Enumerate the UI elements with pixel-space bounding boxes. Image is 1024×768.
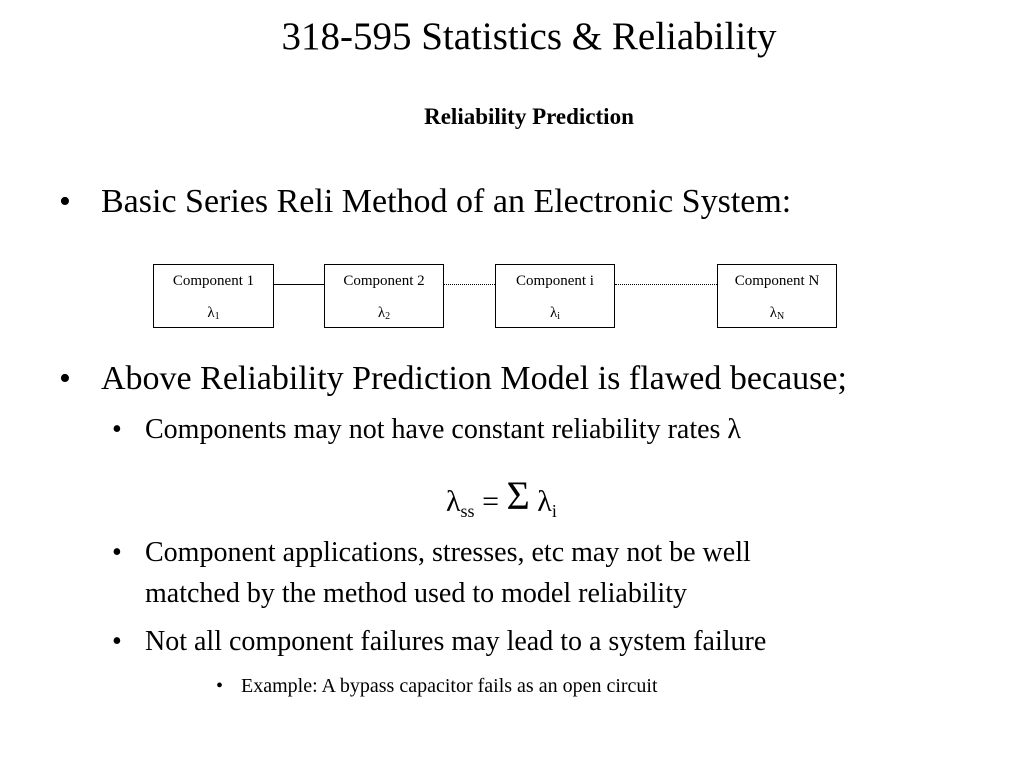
component-box-2 xyxy=(324,264,444,328)
component-box-1 xyxy=(153,264,274,328)
formula-lhs: λ xyxy=(446,485,461,518)
component-rate: $\lambda_N$ xyxy=(769,305,785,322)
component-box-n xyxy=(717,264,837,328)
component-name: Component 2 xyxy=(343,273,425,289)
sum-of-rates-formula xyxy=(446,474,557,533)
component-name: Component N xyxy=(734,273,820,289)
component-name: Component i xyxy=(516,273,594,289)
bullet-dot: • xyxy=(216,675,224,697)
formula-lhs-subscript: ss xyxy=(460,501,475,521)
bullet-text: Component applications, stresses, etc may not be well xyxy=(145,537,751,568)
bullet-text: Not all component failures may lead to a system failure xyxy=(145,626,767,657)
bullet-dot: • xyxy=(112,414,122,445)
bullet-text: Above Reliability Prediction Model is flawed because; xyxy=(101,360,847,397)
connector-solid xyxy=(274,284,324,285)
bullet-text: Example: A bypass capacitor fails as an open circuit xyxy=(241,675,658,697)
component-rate: $\lambda_1$ xyxy=(207,305,220,322)
bullet-text: Basic Series Reli Method of an Electronic System: xyxy=(101,183,792,220)
bullet-dot: • xyxy=(59,360,71,397)
slide-subtitle: Reliability Prediction xyxy=(424,104,634,129)
formula-rhs: λ xyxy=(537,485,552,518)
component-name: Component 1 xyxy=(172,273,255,289)
component-rate: $\lambda_2$ xyxy=(377,305,391,322)
formula-equals: = xyxy=(482,485,499,518)
component-rate: $\lambda_i$ xyxy=(549,305,561,322)
bullet-dot: • xyxy=(112,626,122,657)
component-box-i xyxy=(495,264,615,328)
connector-dotted xyxy=(615,284,717,285)
bullet-dot: • xyxy=(112,537,122,568)
bullet-dot: • xyxy=(59,183,71,220)
bullet-text: Components may not have constant reliability rates λ xyxy=(145,414,741,445)
slide-title: 318-595 Statistics & Reliability xyxy=(281,15,777,58)
bullet-text-continuation: matched by the method used to model reliability xyxy=(145,578,687,609)
formula-rhs-subscript: i xyxy=(551,501,557,521)
sigma-symbol: Σ xyxy=(506,473,530,518)
connector-dotted xyxy=(444,284,495,285)
